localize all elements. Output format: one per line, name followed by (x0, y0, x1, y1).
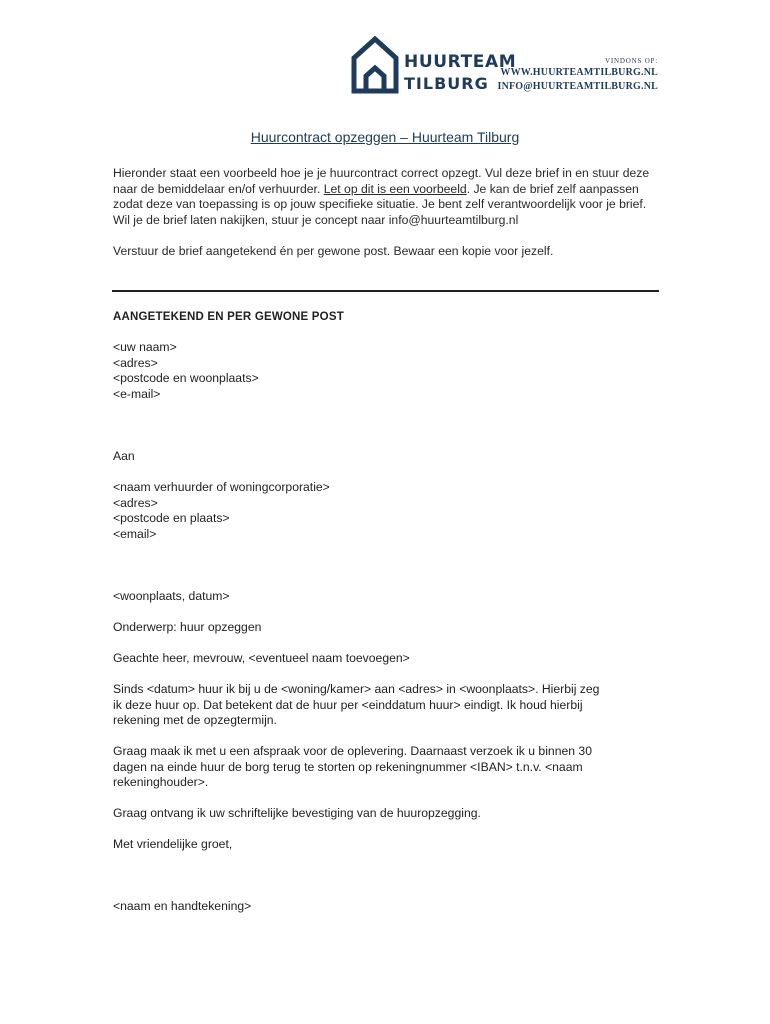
recipient-postcode: <postcode en plaats> (113, 511, 230, 525)
recipient-email: <email> (113, 526, 157, 541)
intro-paragraph (113, 166, 658, 228)
recipient-name: <naam verhuurder of woningcorporatie> (113, 480, 330, 494)
house-icon (350, 36, 400, 94)
intro-text-2: . Je kan de brief zelf aanpassen zodat deze van toepassing is op jouw specifieke situatie. Je bent zelf verantwoordelijk voor je brief. Wil je de brief laten nakijken, stuur je concept naar info@huurteamtilburg.nl (113, 181, 647, 227)
recipient-block (113, 480, 658, 542)
instruction-paragraph: Verstuur de brief aangetekend én per gewone post. Bewaar een kopie voor jezelf. (113, 244, 554, 258)
sender-name: <uw naam> (113, 340, 177, 354)
body2-line: rekeninghouder>. (113, 775, 209, 789)
brand-name-line2: TILBURG (404, 74, 489, 93)
place-date: <woonplaats, datum> (113, 589, 230, 603)
found-on-label: VINDONS OP: (605, 57, 658, 65)
body2-line: Graag maak ik met u een afspraak voor de oplevering. Daarnaast verzoek ik u binnen 30 (113, 744, 592, 758)
body2-line: dagen na einde huur de borg terug te storten op rekeningnummer <IBAN> t.n.v. <naam (113, 759, 583, 774)
salutation: Geachte heer, mevrouw, <eventueel naam toevoegen> (113, 651, 410, 665)
sender-block (113, 340, 658, 402)
body1-line: Sinds <datum> huur ik bij u de <woning/kamer> aan <adres> in <woonplaats>. Hierbij zeg (113, 682, 600, 696)
to-label: Aan (113, 449, 135, 463)
body-paragraph-3: Graag ontvang ik uw schriftelijke bevestiging van de huuropzegging. (113, 806, 481, 820)
sender-address: <adres> (113, 355, 158, 370)
body-paragraph-2 (113, 744, 658, 791)
document-title: Huurcontract opzeggen – Huurteam Tilburg (250, 129, 520, 145)
intro-warning: Let op dit is een voorbeeld (323, 181, 467, 196)
signature-placeholder: <naam en handtekening> (113, 899, 252, 913)
closing: Met vriendelijke groet, (113, 837, 233, 851)
sender-email: <e-mail> (113, 386, 161, 401)
sender-postcode: <postcode en woonplaats> (113, 371, 259, 385)
intro-text-1: Hieronder staat een voorbeeld hoe je je huurcontract correct opzegt. Vul deze brief in en stuur deze naar de bemiddelaar en/of verhuurder. (113, 166, 650, 196)
recipient-address: <adres> (113, 495, 158, 510)
website-link[interactable]: WWW.HUURTEAMTILBURG.NL (500, 67, 658, 78)
email-link[interactable]: INFO@HUURTEAMTILBURG.NL (497, 81, 658, 92)
subject-line: Onderwerp: huur opzeggen (113, 620, 262, 634)
contact-block (497, 57, 658, 94)
divider-line (112, 290, 659, 292)
body1-line: rekening met de opzegtermijn. (113, 713, 277, 727)
huurteam-logo (350, 36, 517, 94)
letter-heading: AANGETEKEND EN PER GEWONE POST (113, 311, 344, 323)
brand-name-line1: HUURTEAM (404, 52, 517, 72)
body1-line: ik deze huur op. Dat betekent dat de huur per <einddatum huur> eindigt. Ik houd hierbij (113, 697, 583, 712)
body-paragraph-1 (113, 682, 658, 729)
